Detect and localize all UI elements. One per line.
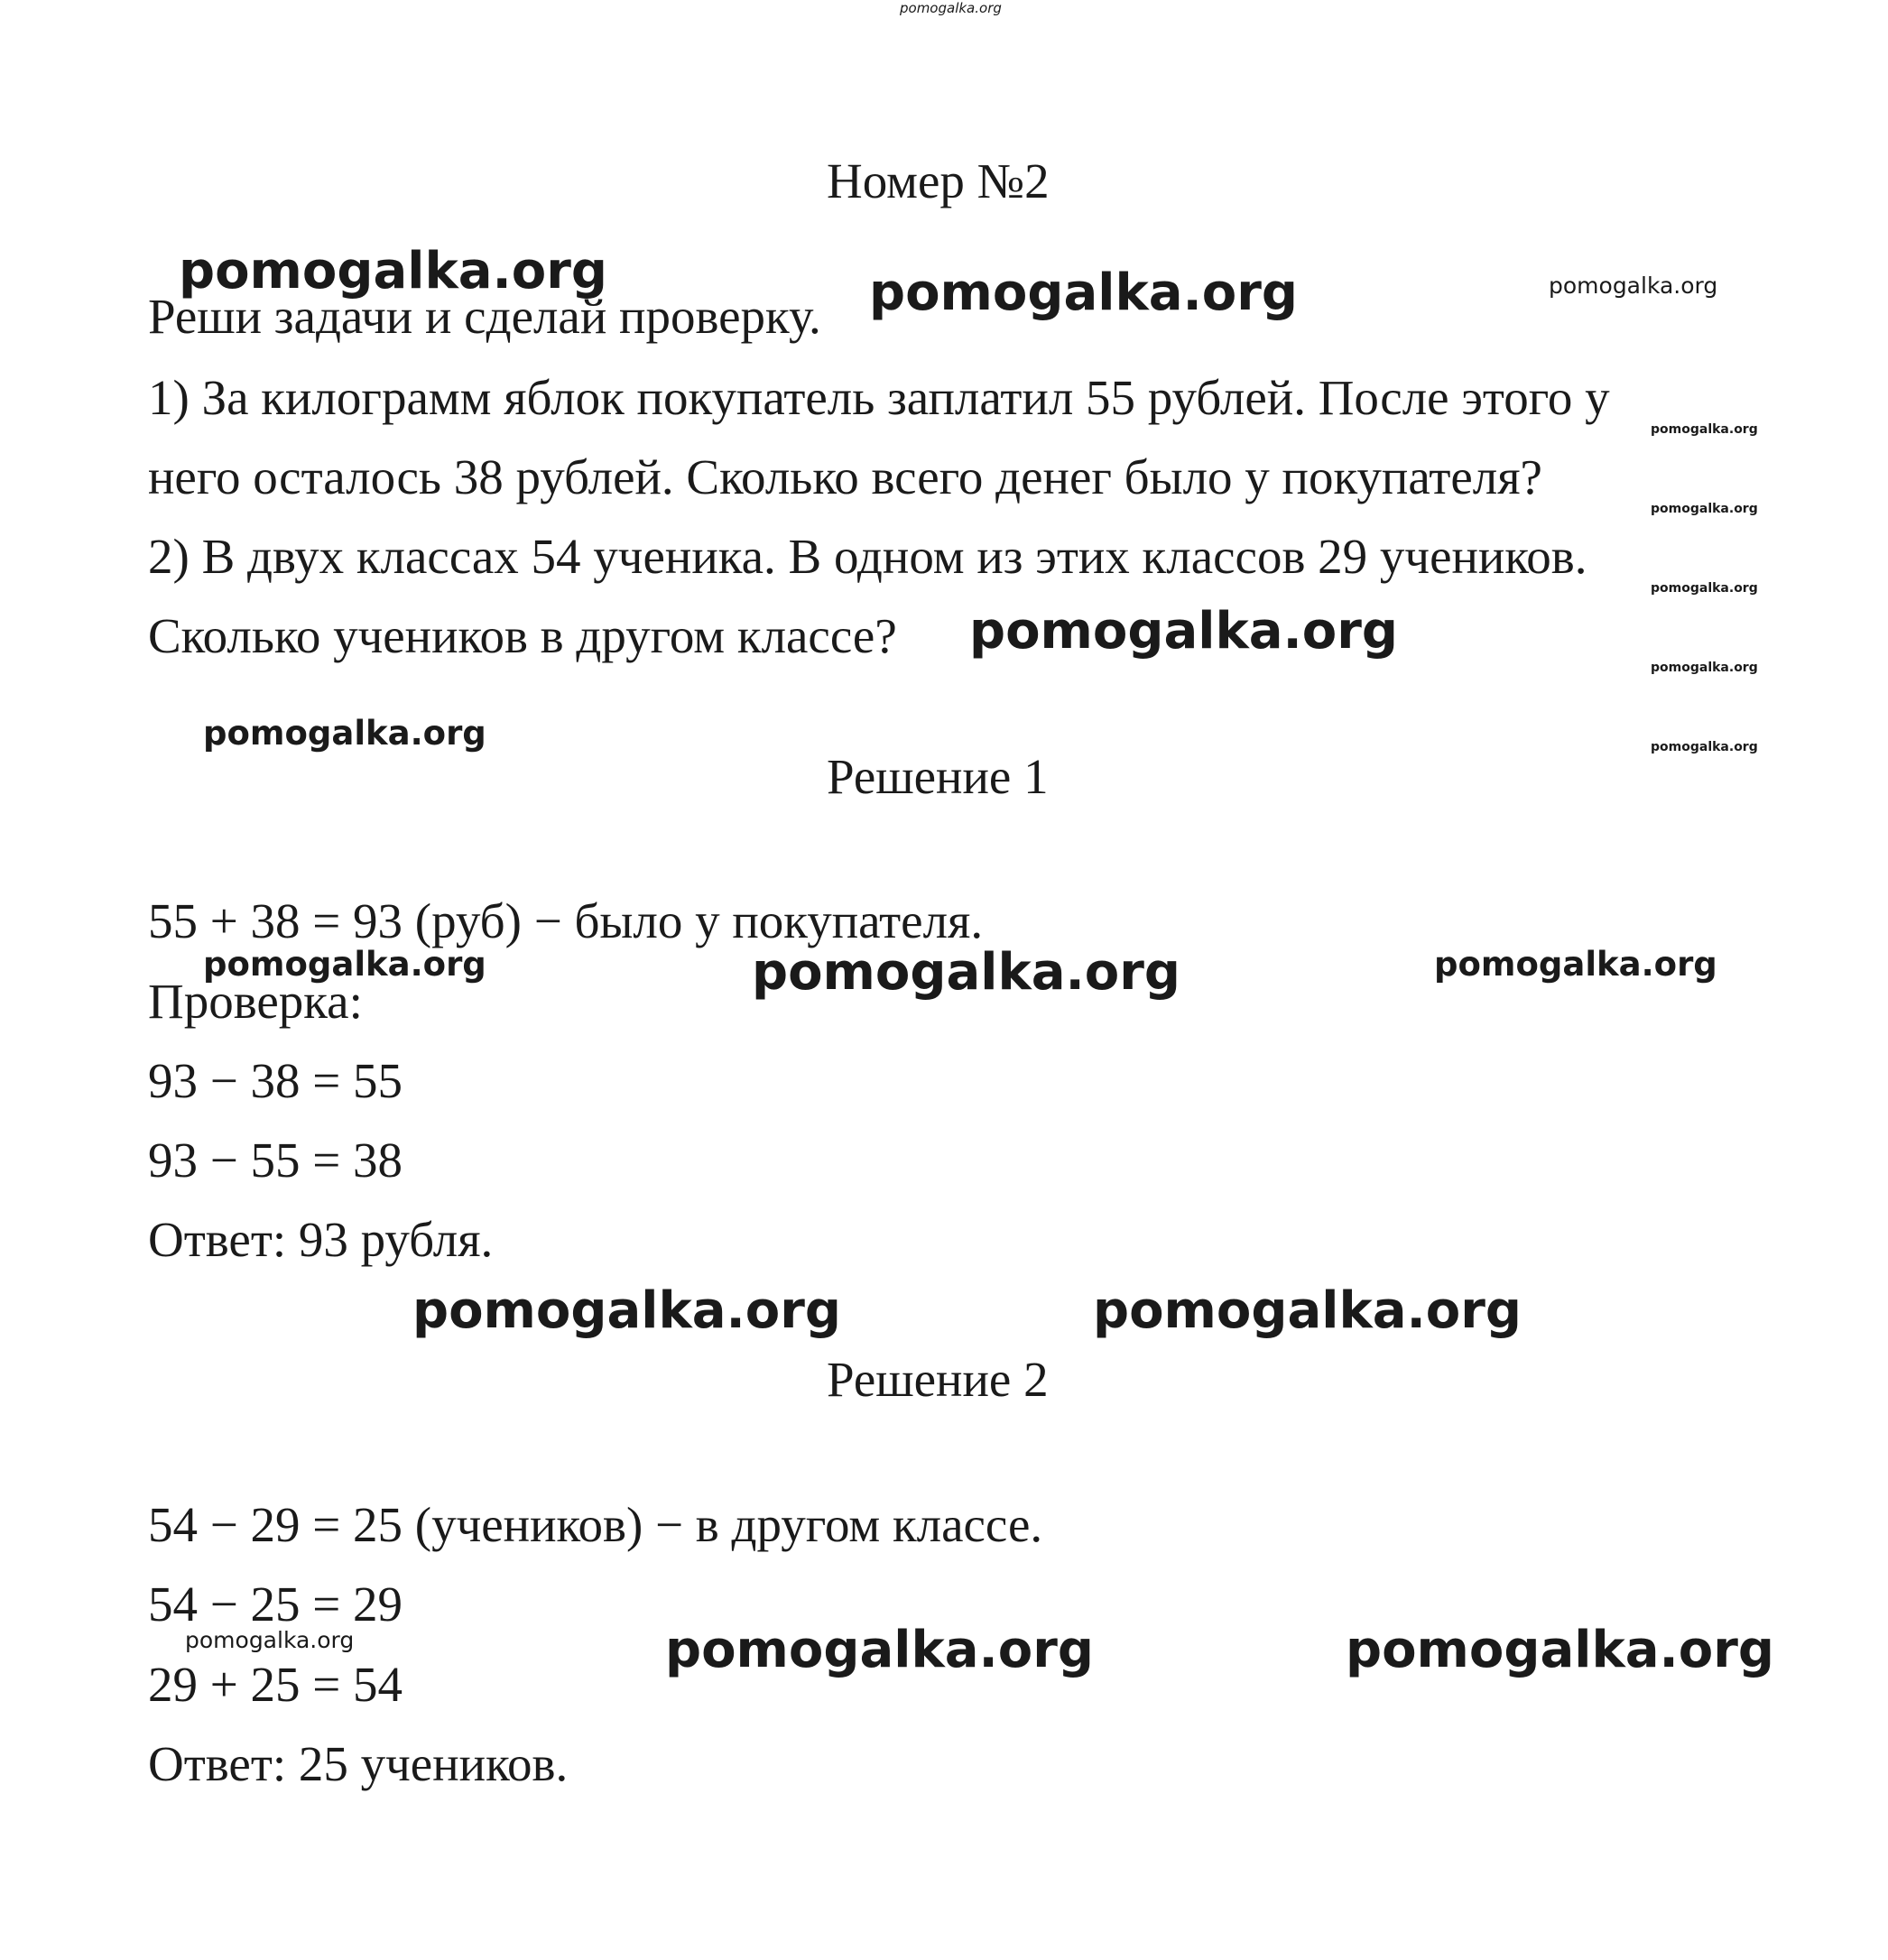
task-intro: Реши задачи и сделай проверку. (148, 289, 821, 344)
watermark: pomogalka.org (869, 263, 1298, 322)
watermark: pomogalka.org (1651, 422, 1758, 437)
watermark: pomogalka.org (969, 602, 1398, 661)
task2-line2: Сколько учеников в другом классе? (148, 608, 897, 663)
watermark: pomogalka.org (752, 943, 1180, 1002)
watermark: pomogalka.org (1651, 502, 1758, 516)
watermark: pomogalka.org (1434, 945, 1717, 984)
solution1-check2: 93 − 55 = 38 (148, 1133, 403, 1188)
solution1-answer: Ответ: 93 рубля. (148, 1212, 494, 1267)
watermark: pomogalka.org (1346, 1621, 1774, 1679)
watermark: pomogalka.org (185, 1627, 355, 1653)
watermark: pomogalka.org (412, 1281, 841, 1340)
watermark: pomogalka.org (203, 945, 486, 984)
solution2-check2: 29 + 25 = 54 (148, 1657, 403, 1712)
solution1-equation: 55 + 38 = 93 (руб) − было у покупателя. (148, 893, 984, 948)
task1-line2: него осталось 38 рублей. Сколько всего денег было у покупателя? (148, 449, 1542, 504)
solution2-heading: Решение 2 (827, 1352, 1049, 1407)
solution1-check1: 93 − 38 = 55 (148, 1053, 403, 1108)
watermark: pomogalka.org (1651, 740, 1758, 754)
task2-line1: 2) В двух классах 54 ученика. В одном из этих классов 29 учеников. (148, 529, 1587, 584)
watermark: pomogalka.org (179, 242, 607, 300)
watermark: pomogalka.org (1093, 1281, 1522, 1340)
watermark: pomogalka.org (900, 0, 1002, 16)
solution1-check-label: Проверка: (148, 974, 363, 1029)
task1-line1: 1) За килограмм яблок покупатель заплатил 55 рублей. После этого у (148, 370, 1610, 425)
solution2-answer: Ответ: 25 учеников. (148, 1736, 569, 1791)
page-title: Номер №2 (827, 153, 1050, 208)
solution1-heading: Решение 1 (827, 749, 1049, 804)
solution2-check1: 54 − 25 = 29 (148, 1576, 403, 1632)
solution2-equation: 54 − 29 = 25 (учеников) − в другом классе. (148, 1497, 1043, 1552)
watermark: pomogalka.org (1651, 661, 1758, 675)
watermark: pomogalka.org (1651, 581, 1758, 596)
watermark: pomogalka.org (203, 714, 486, 753)
watermark: pomogalka.org (665, 1621, 1094, 1679)
watermark: pomogalka.org (1549, 273, 1718, 299)
